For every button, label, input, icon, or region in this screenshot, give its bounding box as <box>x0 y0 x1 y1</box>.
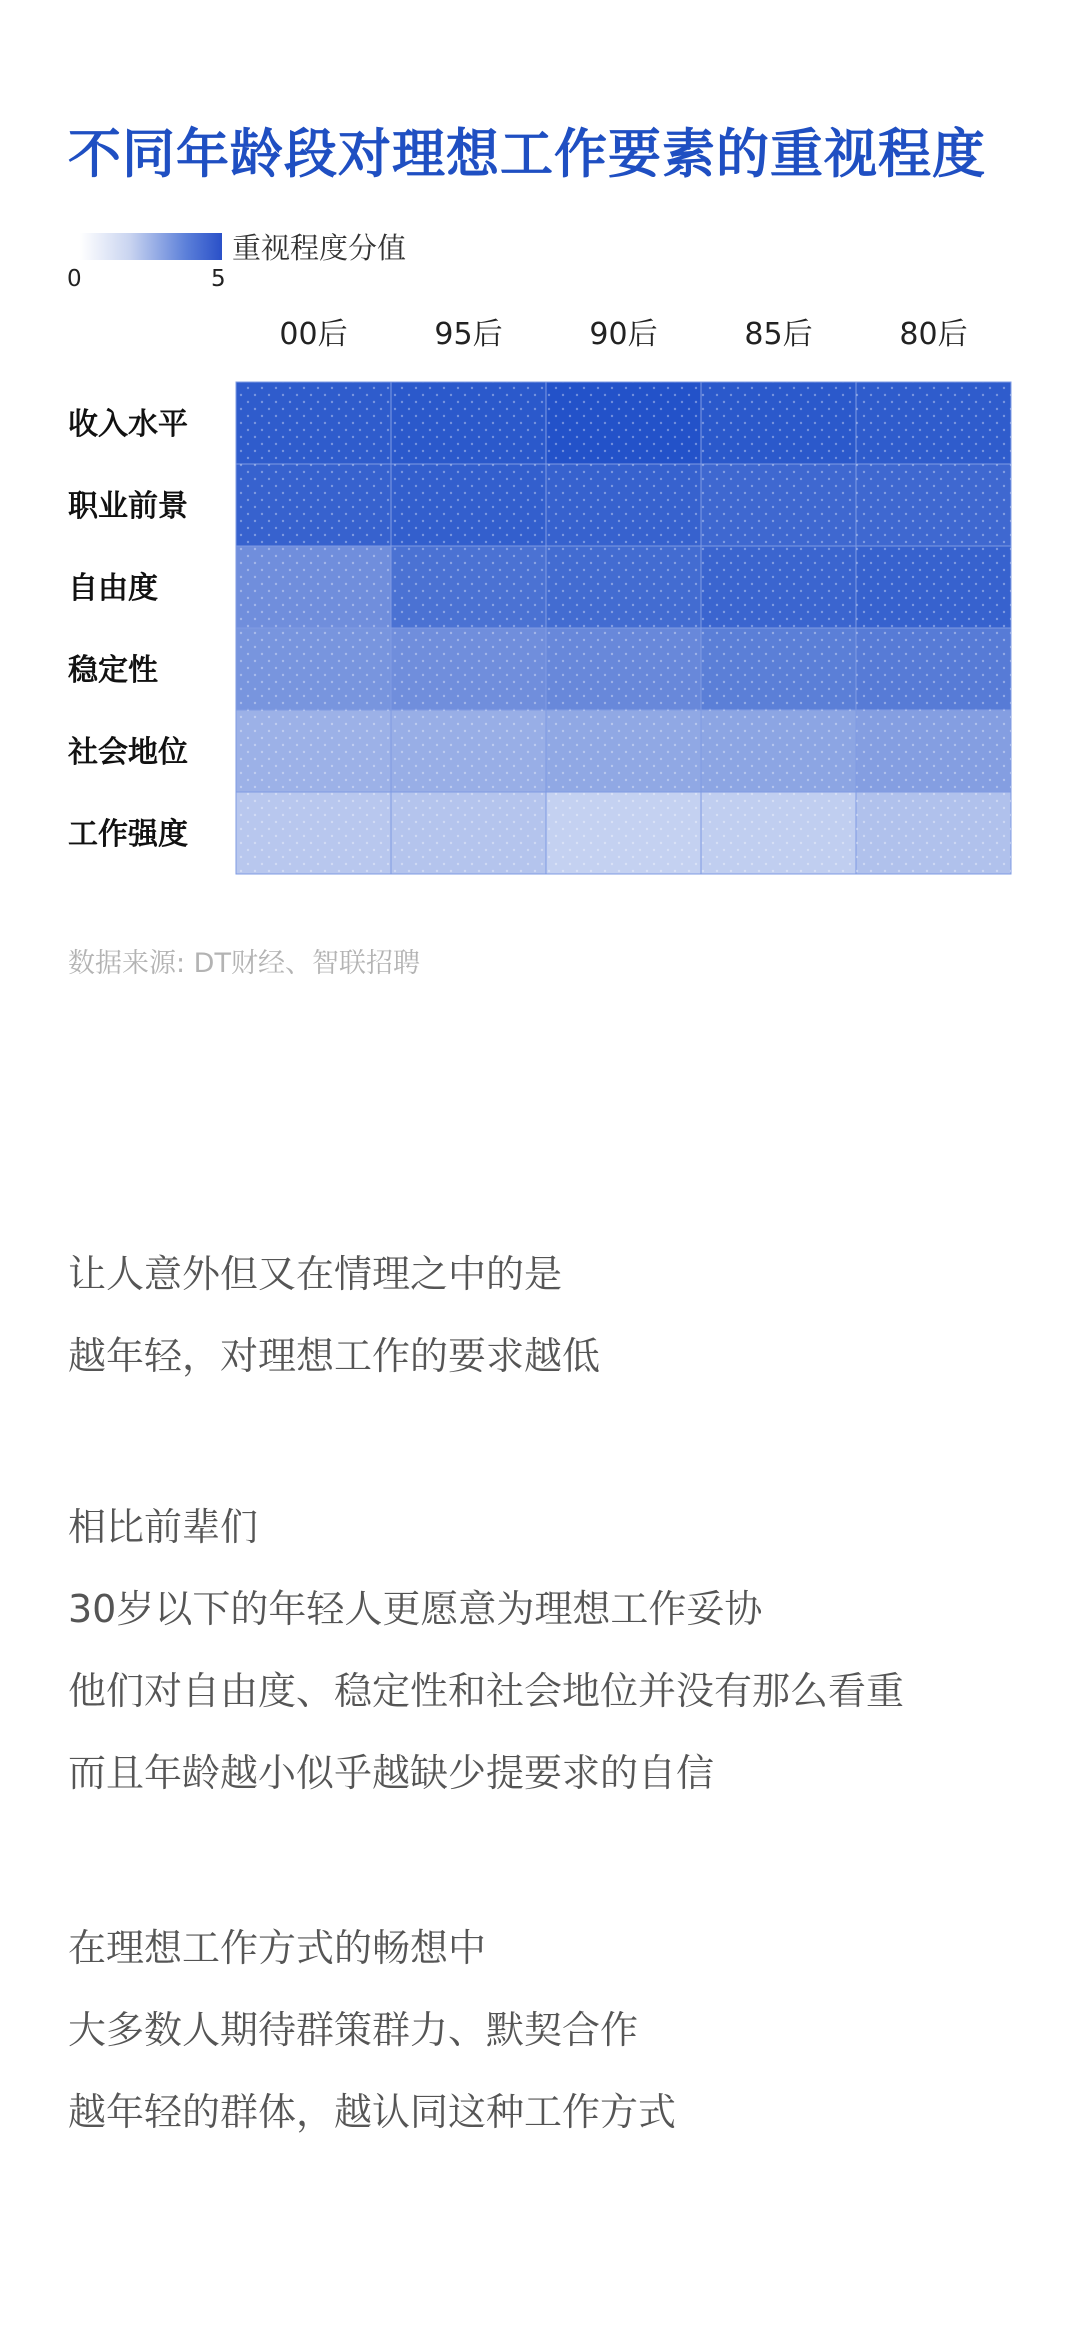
heatmap-cell-texture <box>236 464 391 546</box>
paragraph-line: 30岁以下的年轻人更愿意为理想工作妥协 <box>68 1587 763 1631</box>
heatmap-cell-texture <box>701 628 856 710</box>
heatmap-cell-texture <box>546 382 701 464</box>
row-label: 工作强度 <box>68 817 188 852</box>
paragraph-2 <box>68 1486 1028 1814</box>
heatmap-cell-texture <box>236 710 391 792</box>
colorbar-min-label: 0 <box>67 266 82 292</box>
paragraph-line: 相比前辈们 <box>68 1505 259 1549</box>
heatmap-cell-texture <box>391 710 546 792</box>
paragraph-line: 他们对自由度、稳定性和社会地位并没有那么看重 <box>68 1669 905 1713</box>
colorbar-label: 重视程度分值 <box>232 231 407 265</box>
row-label: 社会地位 <box>68 735 188 770</box>
heatmap-cell-texture <box>546 792 701 874</box>
paragraph-line: 在理想工作方式的畅想中 <box>68 1926 487 1970</box>
column-label: 80后 <box>899 317 968 352</box>
heatmap-cell-texture <box>236 792 391 874</box>
source-note: 数据来源: DT财经、智联招聘 <box>68 948 420 979</box>
row-label: 收入水平 <box>68 407 188 442</box>
row-label: 自由度 <box>68 571 158 606</box>
heatmap-cell-texture <box>391 546 546 628</box>
column-label: 95后 <box>434 317 503 352</box>
heatmap-cell-texture <box>856 792 1011 874</box>
heatmap-cell-texture <box>236 546 391 628</box>
paragraph-line: 大多数人期待群策群力、默契合作 <box>68 2008 639 2052</box>
paragraph-3 <box>68 1907 1028 2153</box>
heatmap-cell-texture <box>391 628 546 710</box>
heatmap-chart <box>0 0 1080 900</box>
heatmap-cell-texture <box>391 382 546 464</box>
colorbar-max-label: 5 <box>211 266 226 292</box>
column-label: 85后 <box>744 317 813 352</box>
heatmap-cell-texture <box>856 382 1011 464</box>
heatmap-cell-texture <box>856 628 1011 710</box>
heatmap-cell-texture <box>701 792 856 874</box>
column-label: 90后 <box>589 317 658 352</box>
paragraph-1 <box>68 1233 1028 1397</box>
heatmap-cell-texture <box>391 792 546 874</box>
heatmap-cell-texture <box>701 710 856 792</box>
heatmap-cell-texture <box>546 628 701 710</box>
row-label: 稳定性 <box>68 653 158 688</box>
heatmap-cell-texture <box>701 464 856 546</box>
heatmap-cell-texture <box>701 382 856 464</box>
heatmap-cell-texture <box>546 464 701 546</box>
paragraph-line: 越年轻的群体，越认同这种工作方式 <box>68 2090 677 2134</box>
heatmap-cell-texture <box>701 546 856 628</box>
heatmap-cell-texture <box>546 710 701 792</box>
column-label: 00后 <box>279 317 348 352</box>
paragraph-line: 而且年龄越小似乎越缺少提要求的自信 <box>68 1751 715 1795</box>
heatmap-cell-texture <box>856 710 1011 792</box>
heatmap-cell-texture <box>236 382 391 464</box>
paragraph-line: 越年轻，对理想工作的要求越低 <box>68 1334 601 1378</box>
heatmap-cell-texture <box>856 546 1011 628</box>
heatmap-cell-texture <box>236 628 391 710</box>
paragraph-line: 让人意外但又在情理之中的是 <box>68 1252 563 1296</box>
chart-title: 不同年龄段对理想工作要素的重视程度 <box>68 124 986 185</box>
row-label: 职业前景 <box>68 489 188 524</box>
heatmap-cell-texture <box>856 464 1011 546</box>
heatmap-cell-texture <box>546 546 701 628</box>
heatmap-cell-texture <box>391 464 546 546</box>
